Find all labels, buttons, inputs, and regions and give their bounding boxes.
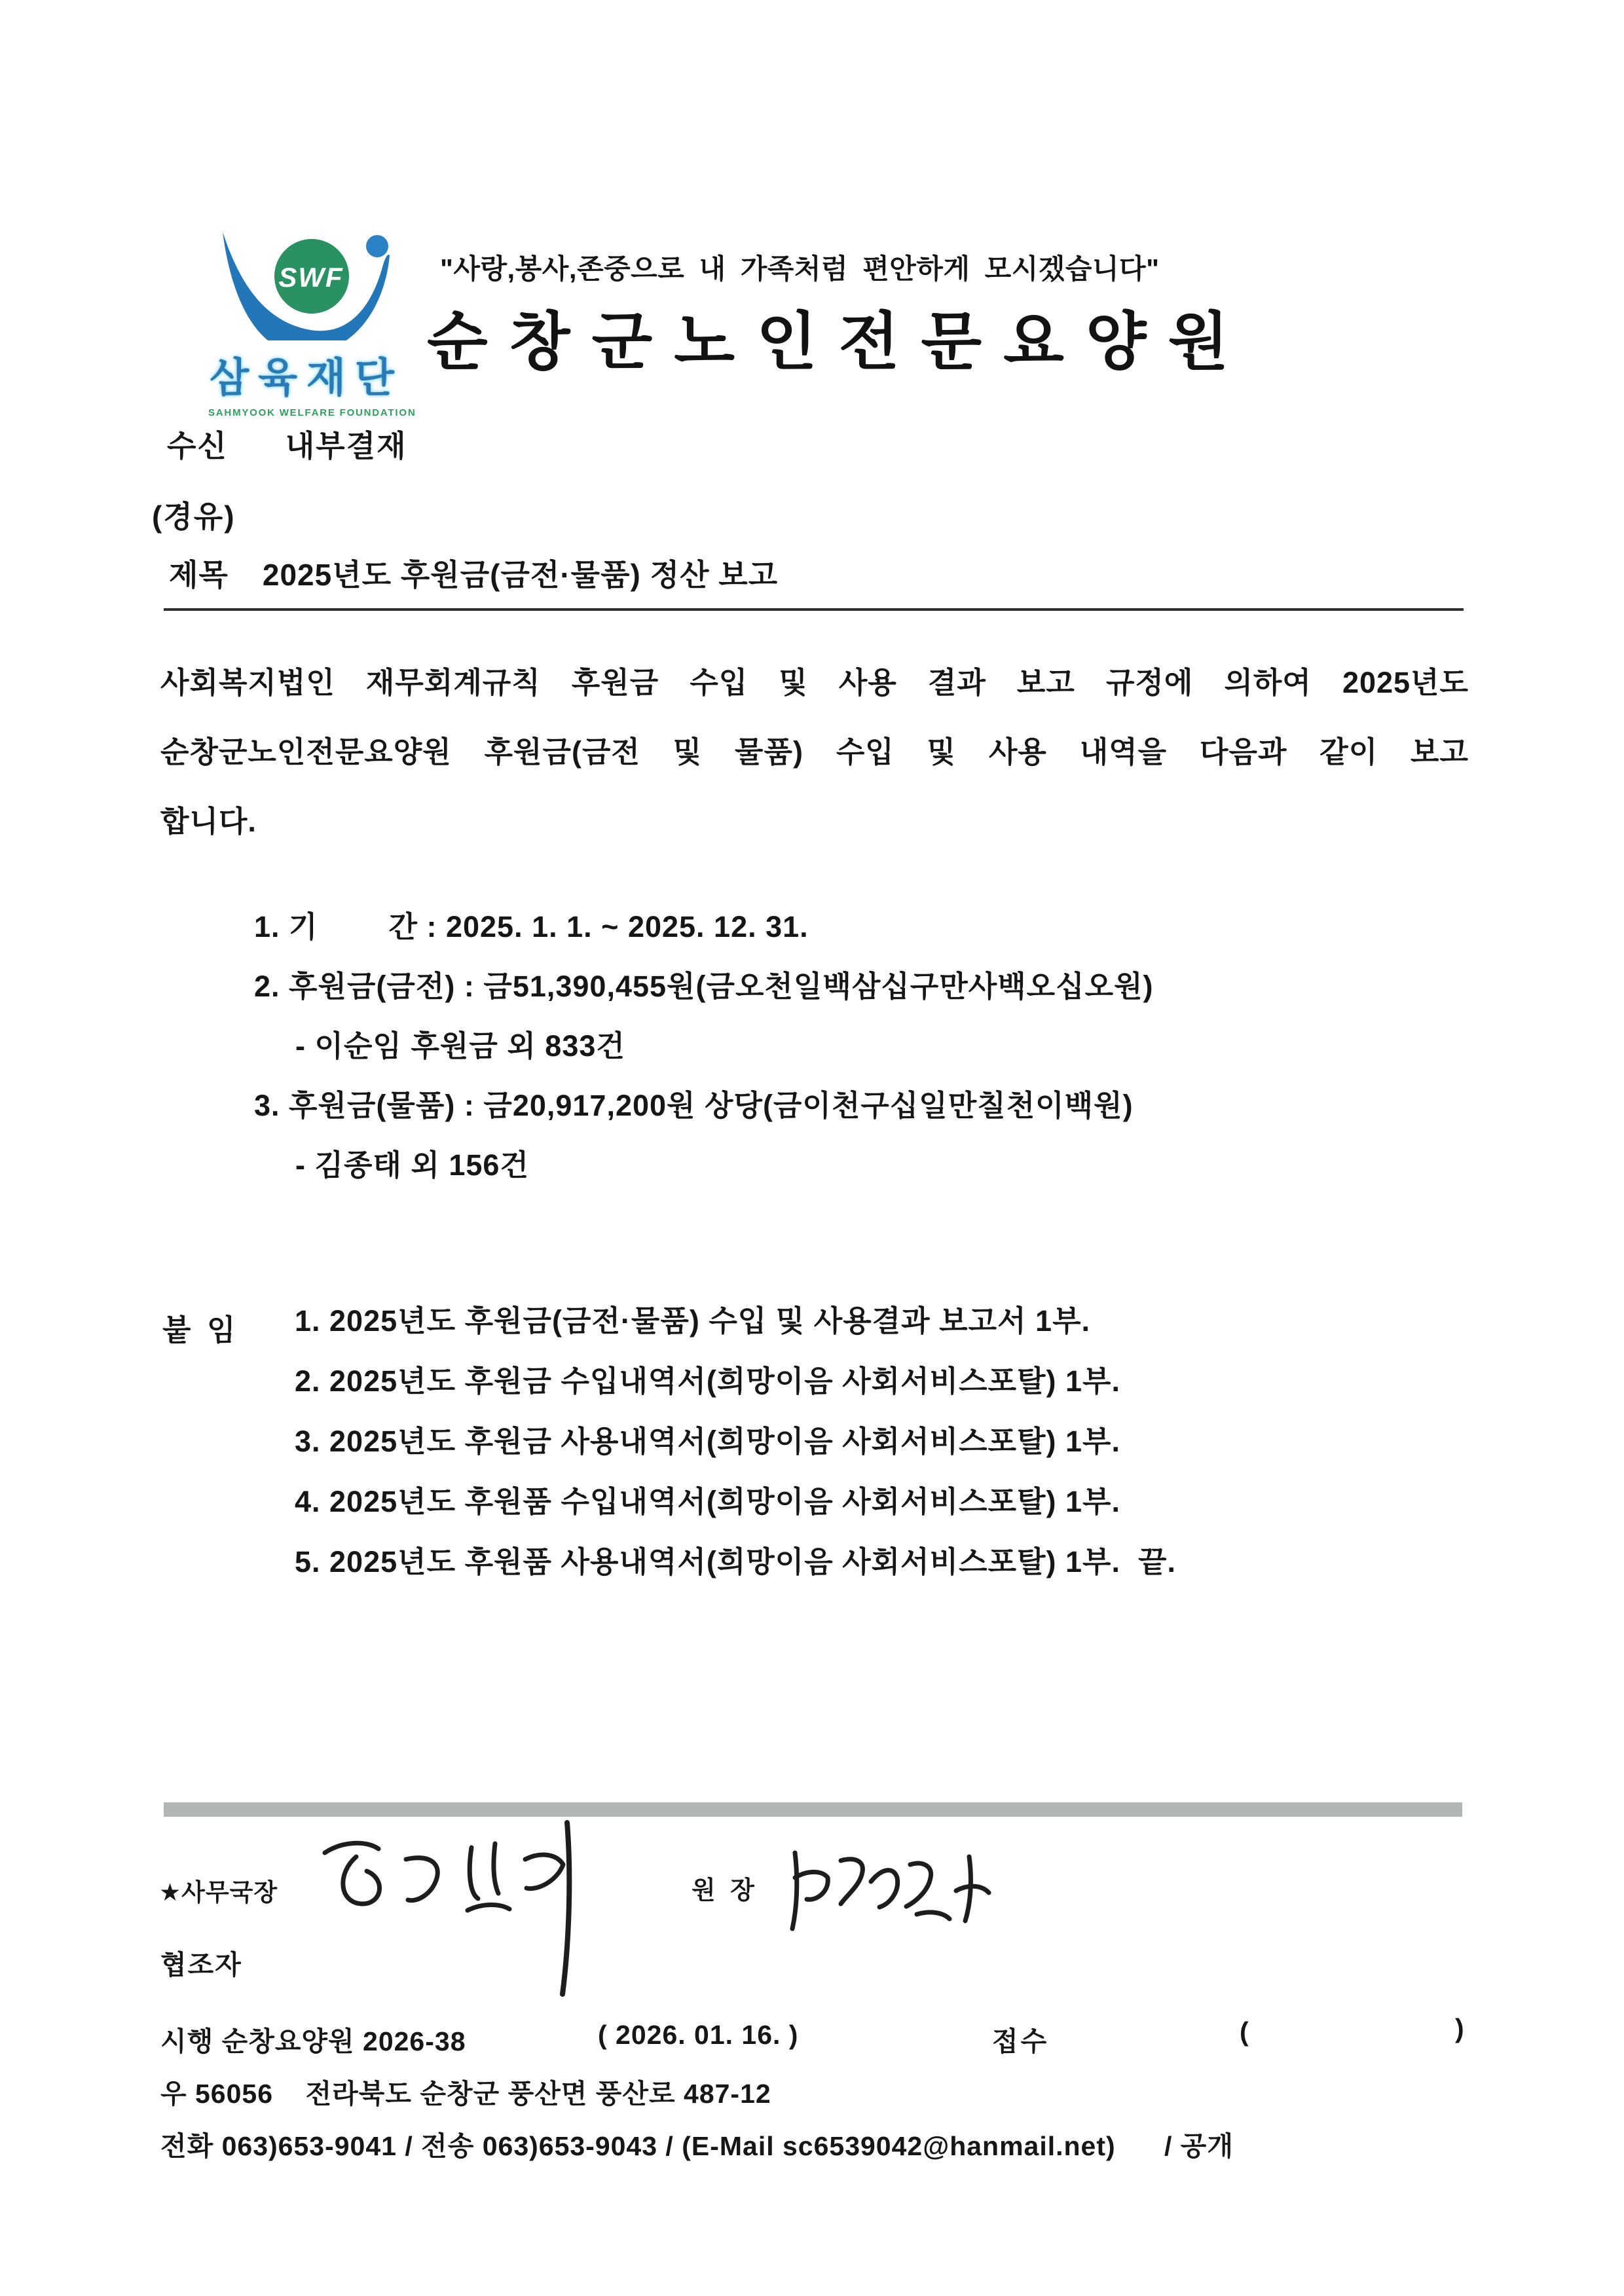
- footer-contact: 전화 063)653-9041 / 전송 063)653-9043 / (E-Mail sc6539042@hanmail.net) / 공개: [160, 2131, 1234, 2161]
- summary-item-goods-detail: - 김종태 외 156건: [295, 1148, 529, 1182]
- director-label: 원 장: [692, 1877, 758, 1904]
- summary-item-cash: 2. 후원금(금전) : 금51,390,455원(금오천일백삼십구만사백오십오원): [254, 970, 1154, 1003]
- body-line: 사회복지법인 재무회계규칙 후원금 수입 및 사용 결과 보고 규정에 의하여 2025년도: [160, 666, 1469, 699]
- footer-receipt-paren-open: (: [1240, 2016, 1249, 2047]
- subject-underline: [164, 608, 1464, 611]
- attachment-label: 붙 임: [162, 1313, 240, 1347]
- slogan-text: "사랑,봉사,존중으로 내 가족처럼 편안하게 모시겠습니다": [440, 253, 1160, 284]
- footer-receipt-paren-close: ): [1455, 2013, 1465, 2043]
- body-line: 합니다.: [160, 805, 257, 838]
- secretary-general-label: ★사무국장: [159, 1879, 278, 1906]
- footer-address: 우 56056 전라북도 순창군 풍산면 풍산로 487-12: [160, 2079, 771, 2109]
- body-paragraph: [160, 648, 1469, 856]
- subject-line: [169, 551, 778, 594]
- logo-dot-icon: [366, 235, 388, 257]
- body-line: 순창군노인전문요양원 후원금(금전 및 물품) 수입 및 사용 내역을 다음과 같이 보고: [160, 735, 1469, 769]
- summary-item-goods: 3. 후원금(물품) : 금20,917,200원 상당(금이천구십일만칠천이백원): [254, 1089, 1134, 1122]
- logo-korean-name: 삼육재단: [210, 355, 403, 401]
- attachment-item: 1. 2025년도 후원금(금전·물품) 수입 및 사용결과 보고서 1부.: [295, 1304, 1091, 1338]
- recipient-value: 내부결재: [285, 429, 407, 463]
- subject-label: 제목: [169, 558, 229, 592]
- summary-list: [254, 897, 1498, 1195]
- cooperator-label: 협조자: [160, 1950, 242, 1980]
- attachment-list: [295, 1291, 1473, 1592]
- organization-title: 순창군노인전문요양원: [427, 307, 1251, 377]
- recipient-label: 수신: [167, 429, 228, 463]
- recipient-line: [167, 422, 407, 465]
- director-signature: [778, 1841, 1014, 1946]
- attachment-item: 5. 2025년도 후원품 사용내역서(희망이음 사회서비스포탈) 1부. 끝.: [295, 1545, 1176, 1578]
- footer-doc-number: 시행 순창요양원 2026-38: [160, 2026, 466, 2056]
- foundation-logo: [208, 229, 416, 418]
- attachment-item: 2. 2025년도 후원금 수입내역서(희망이음 사회서비스포탈) 1부.: [295, 1364, 1120, 1398]
- summary-item-period: 1. 기 간 : 2025. 1. 1. ~ 2025. 12. 31.: [254, 910, 809, 943]
- attachment-item: 3. 2025년도 후원금 사용내역서(희망이음 사회서비스포탈) 1부.: [295, 1425, 1120, 1458]
- summary-item-cash-detail: - 이순임 후원금 외 833건: [295, 1029, 625, 1063]
- logo-english-name: SAHMYOOK WELFARE FOUNDATION: [208, 407, 416, 418]
- subject-text: 2025년도 후원금(금전·물품) 정산 보고: [262, 558, 779, 592]
- logo-acronym: SWF: [278, 262, 344, 293]
- footer-receipt-label: 접수: [992, 2026, 1050, 2056]
- approval-divider-bar: [164, 1802, 1462, 1817]
- secretary-signature: [306, 1819, 601, 2002]
- via-line: (경유): [152, 500, 236, 534]
- attachment-item: 4. 2025년도 후원품 수입내역서(희망이음 사회서비스포탈) 1부.: [295, 1485, 1120, 1518]
- footer-date: ( 2026. 01. 16. ): [598, 2020, 799, 2050]
- swf-logo-graphic: [208, 229, 405, 340]
